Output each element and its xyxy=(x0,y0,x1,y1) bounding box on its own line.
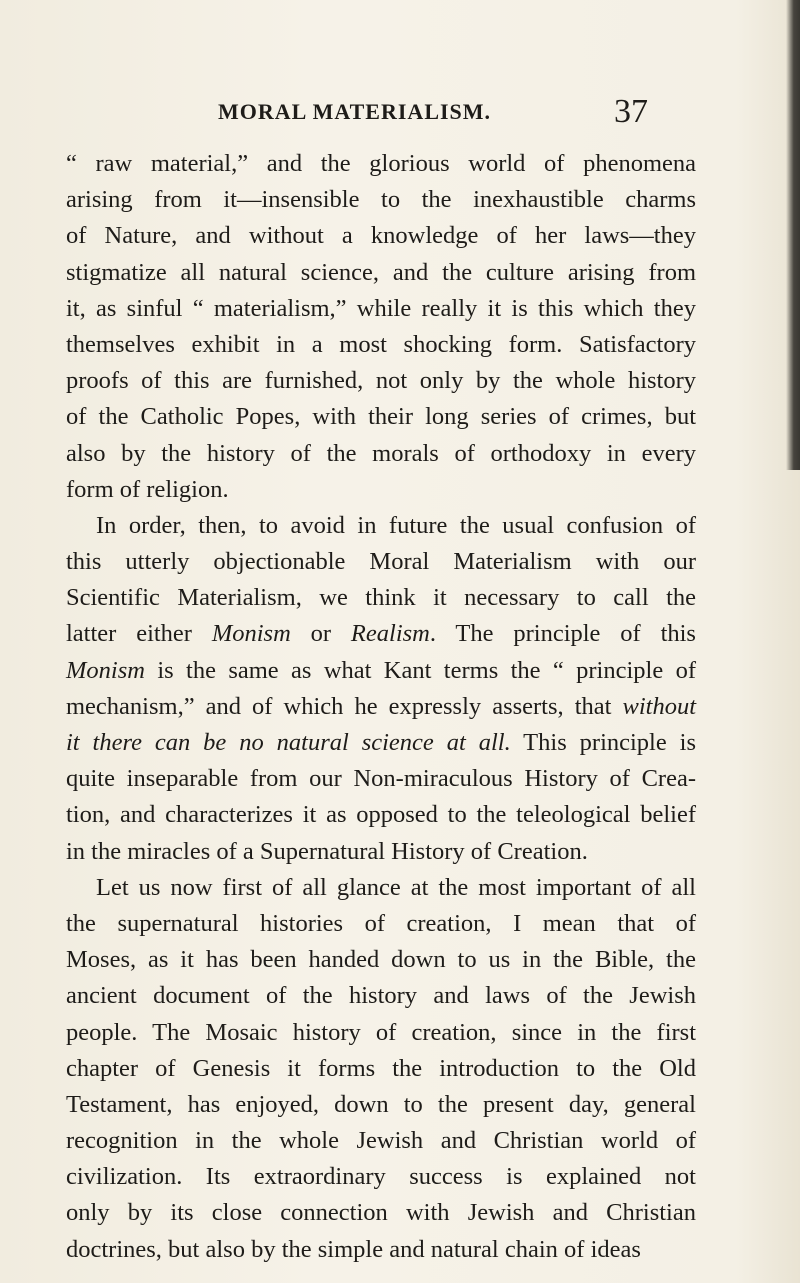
text-line: chapter of Genesis it forms the introduction to the Old xyxy=(66,1054,696,1082)
text-line: arising from it—insensible to the inexhaustible charms xyxy=(66,186,696,214)
text-line: in the miracles of a Supernatural History of Creation. xyxy=(66,837,588,865)
text-line: people. The Mosaic history of creation, since in the first xyxy=(66,1018,696,1046)
italic-no-science: it there can be no natural science at all. xyxy=(66,729,511,756)
text-line: latter either Monism or Realism. The principle of this xyxy=(66,620,696,648)
text-line: Scientific Materialism, we think it necessary to call the xyxy=(66,584,696,612)
page-header xyxy=(0,93,800,133)
text-line: civilization. Its extraordinary success is explained not xyxy=(66,1163,696,1191)
text-line: of Nature, and without a knowledge of her laws—they xyxy=(66,222,696,250)
text-line: it, as sinful “ materialism,” while really it is this which they xyxy=(66,294,696,322)
text-line: Monism is the same as what Kant terms the “ principle of xyxy=(66,656,696,684)
text-line: mechanism,” and of which he expressly asserts, that without xyxy=(66,692,696,720)
text-line: recognition in the whole Jewish and Christian world of xyxy=(66,1127,696,1155)
text-line: Let us now first of all glance at the most important of all xyxy=(96,873,696,901)
text-line: the supernatural histories of creation, I mean that of xyxy=(66,909,696,937)
page-edge-shadow xyxy=(786,0,800,470)
text-line: also by the history of the morals of orthodoxy in every xyxy=(66,439,696,467)
text-line: it there can be no natural science at all. This principle is xyxy=(66,729,696,756)
text-line: In order, then, to avoid in future the usual confusion of xyxy=(96,511,696,539)
text-line: doctrines, but also by the simple and natural chain of ideas xyxy=(66,1235,641,1263)
text-line: proofs of this are furnished, not only by the whole history xyxy=(66,367,696,395)
text-line: themselves exhibit in a most shocking form. Satisfactory xyxy=(66,330,696,358)
italic-monism: Monism xyxy=(66,656,145,684)
text-line: this utterly objectionable Moral Materialism with our xyxy=(66,548,696,576)
text-line: Moses, as it has been handed down to us in the Bible, the xyxy=(66,946,696,974)
italic-without: without xyxy=(622,692,696,720)
text-line: only by its close connection with Jewish and Christian xyxy=(66,1199,696,1227)
text-line: stigmatize all natural science, and the culture arising from xyxy=(66,258,696,286)
text-line: tion, and characterizes it as opposed to the teleological belief xyxy=(66,801,696,829)
running-head: MORAL MATERIALISM. xyxy=(218,99,492,124)
text-line: of the Catholic Popes, with their long series of crimes, but xyxy=(66,403,696,431)
body-text xyxy=(66,146,696,1268)
italic-monism: Monism xyxy=(211,620,291,648)
text-line: “ raw material,” and the glorious world of phenomena xyxy=(66,150,696,177)
italic-realism: Realism xyxy=(350,620,430,648)
text-line: form of religion. xyxy=(66,475,229,503)
text-line: ancient document of the history and laws of the Jewish xyxy=(66,982,696,1010)
text-line: quite inseparable from our Non-miraculous History of Crea- xyxy=(66,765,696,793)
page-number: 37 xyxy=(614,93,648,130)
text-line: Testament, has enjoyed, down to the present day, general xyxy=(66,1090,696,1118)
